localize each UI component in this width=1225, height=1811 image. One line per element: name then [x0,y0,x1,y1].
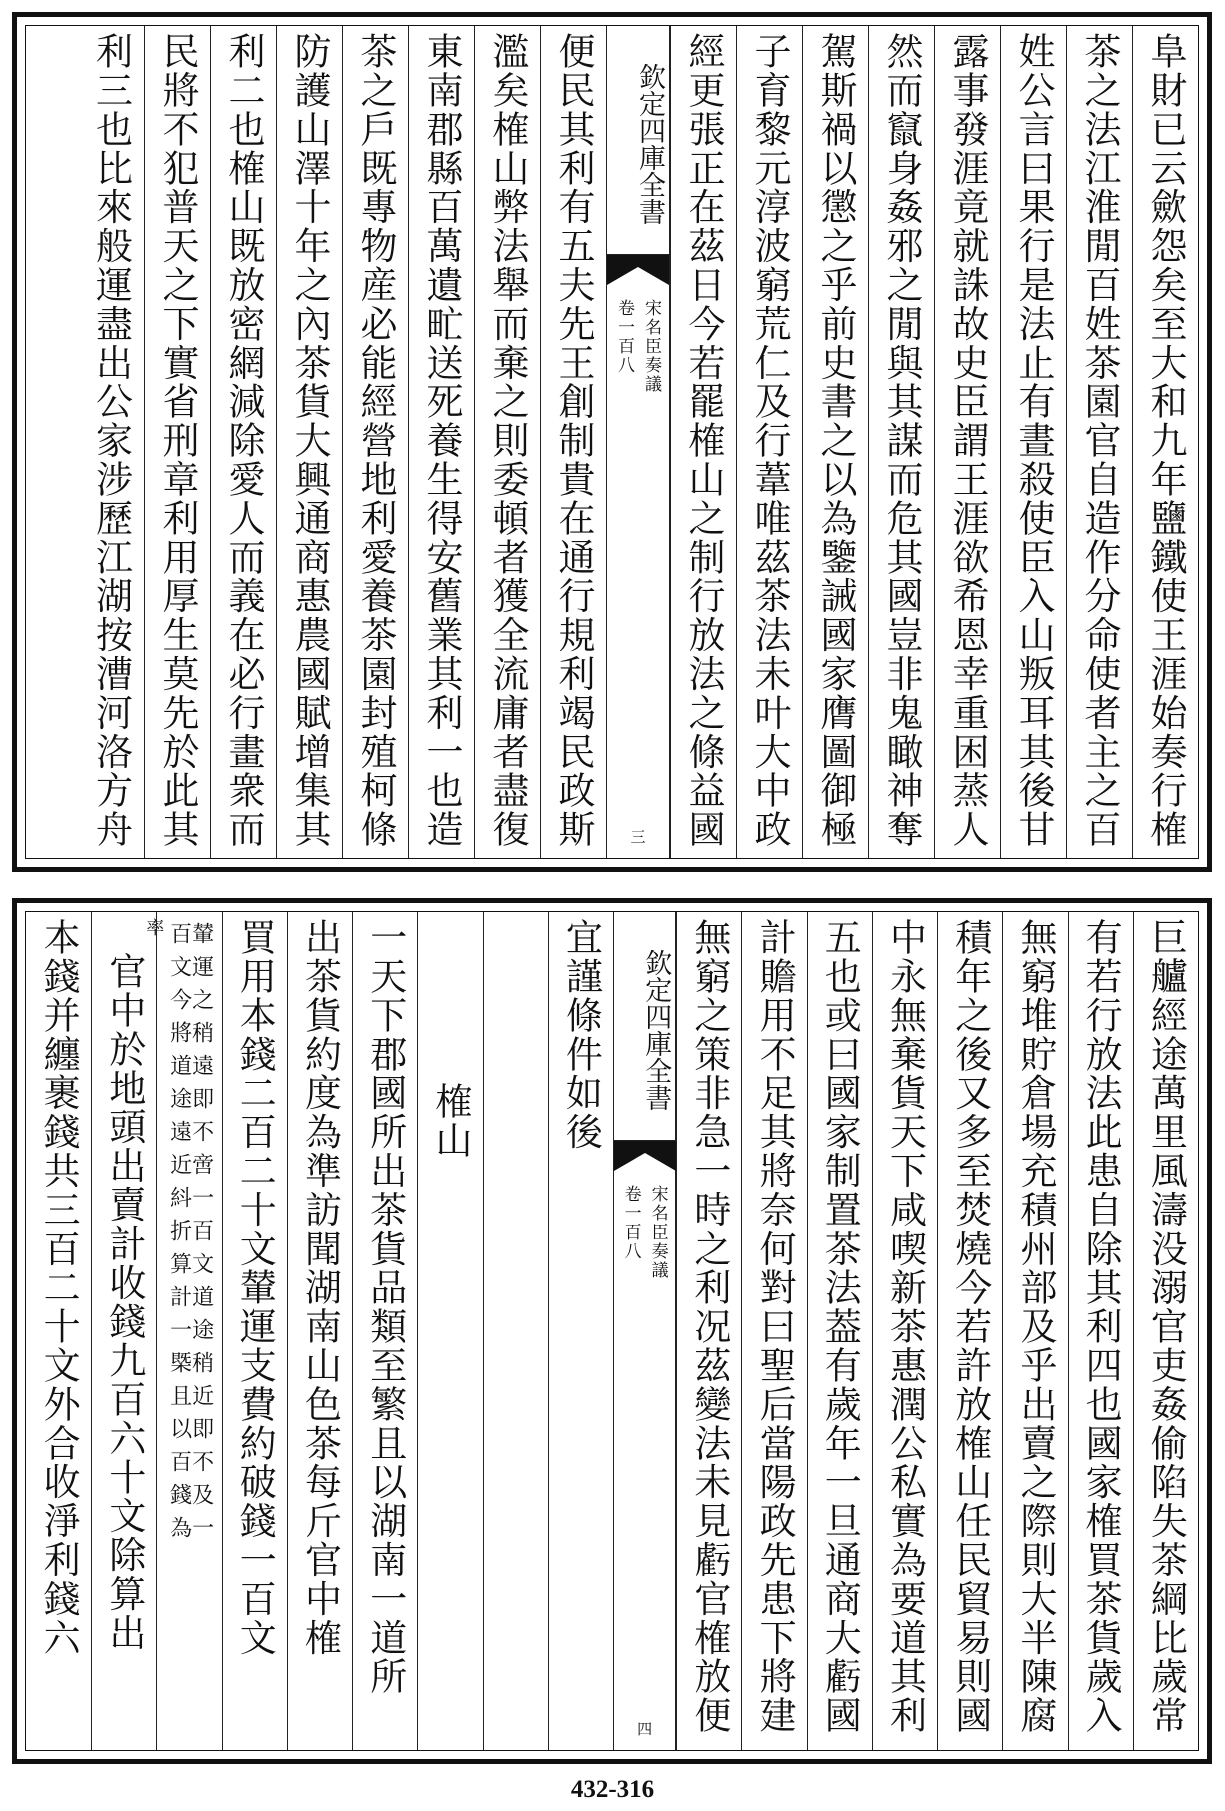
page-number: 四 [635,1721,654,1736]
text-column: 五也或曰國家制置茶法葢有歲年一旦通商大虧國 [807,912,872,1750]
book-title: 欽定四庫全書 [607,26,669,255]
text-column: 子育黎元淳波窮荒仁及行葦唯茲茶法未叶大中政 [736,26,802,858]
text-column: 阜財已云歛怨矣至大和九年鹽鐵使王涯始奏行榷 [1132,26,1198,858]
text-column: 利三也比來般運盡出公家涉歷江湖按漕河洛方舟 [89,32,133,849]
text-column: 然而竄身姦邪之閒與其謀而危其國豈非鬼瞰神奪 [868,26,934,858]
text-column: 茶之戶既專物産必能經營地利愛養茶園封殖柯條 [342,26,408,858]
text-column: 駕斯禍以懲之乎前史書之以為鑒誡國家膺圖御極 [802,26,868,858]
page-gutter [606,26,670,858]
page-gutter [613,912,676,1750]
page-number: 三 [628,829,647,844]
top-columns [26,26,1198,858]
text-column: 出茶貨約度為準訪聞湖南山色茶每斤官中榷 [287,912,352,1750]
text-column: 露事發涯竟就誅故史臣謂王涯欲希恩幸重困蒸人 [934,26,1000,858]
text-column: 利二也榷山既放密網減除愛人而義在必行畫衆而 [210,26,276,858]
section-heading: 榷山 [428,1082,472,1160]
text-column: 茶之法江淮閒百姓茶園官自造作分命使者主之百 [1066,26,1132,858]
volume-label: 宋名臣奏議 卷一百八 [614,299,661,394]
text-column: 巨艫經途萬里風濤没溺官吏姦偷陷失茶綱比歲常 [1133,912,1198,1750]
text-column: 民將不犯普天之下實省刑章利用厚生莫先於此其 [144,26,210,858]
section-heading-column [417,912,482,1750]
text-column: 一天下郡國所出茶貨品類至繁且以湖南一道所 [352,912,417,1750]
bottom-page [12,898,1212,1764]
volume-label: 宋名臣奏議 卷一百八 [620,1185,668,1280]
text-column: 率 官中於地頭出賣計收錢九百六十文除算出 [91,912,156,1750]
text-column: 宜謹條件如後 [548,912,613,1750]
text-column: 買用本錢二百二十文輦運支費約破錢一百文 [222,912,287,1750]
interlinear-note-start: 率 [143,918,165,936]
bottom-columns [26,912,1198,1750]
text-column: 中永無棄貨天下咸喫新茶惠潤公私實為要道其利 [872,912,937,1750]
volume-page-footer: 432-316 [570,1776,655,1803]
empty-column [483,912,548,1750]
top-page [12,12,1212,872]
top-page-frame [25,25,1199,859]
text-column: 東南郡縣百萬遺甿送死養生得安舊業其利一也造 [408,26,474,858]
text-column: 濫矣榷山弊法舉而棄之則委頓者獲全流庸者盡復 [474,26,540,858]
text-column: 本錢并纏裹錢共三百二十文外合收淨利錢六 [37,918,81,1658]
text-column: 無窮堆貯倉場充積州部及乎出賣之際則大半陳腐 [1002,912,1067,1750]
text-column: 計贍用不足其將奈何對曰聖后當陽政先患下將建 [741,912,806,1750]
bottom-page-frame [25,911,1199,1751]
text-column: 有若行放法此患自除其利四也國家榷買茶貨歲入 [1068,912,1133,1750]
fishtail-mark-icon [614,1141,675,1181]
text-column: 積年之後又多至焚燒今若許放榷山任民貿易則國 [937,912,1002,1750]
text-column: 無窮之策非急一時之利况茲變法未見虧官榷放便 [676,912,741,1750]
text-column: 姓公言曰果行是法止有晝殺使臣入山叛耳其後甘 [1000,26,1066,858]
annotation-column [156,912,221,1750]
text-column: 防護山澤十年之內茶貨大興通商惠農國賦增集其 [276,26,342,858]
fishtail-mark-icon [607,255,669,295]
book-title: 欽定四庫全書 [614,912,675,1141]
text-column: 便民其利有五夫先王創制貴在通行規利竭民政斯 [540,26,606,858]
interlinear-note: 輦運之稍遠即不啻一百文道途稍近即不及一 百文今將道途遠近紏折算計一槩且以百錢為 [166,922,214,1549]
text-column: 經更張正在茲日今若罷榷山之制行放法之條益國 [670,26,736,858]
